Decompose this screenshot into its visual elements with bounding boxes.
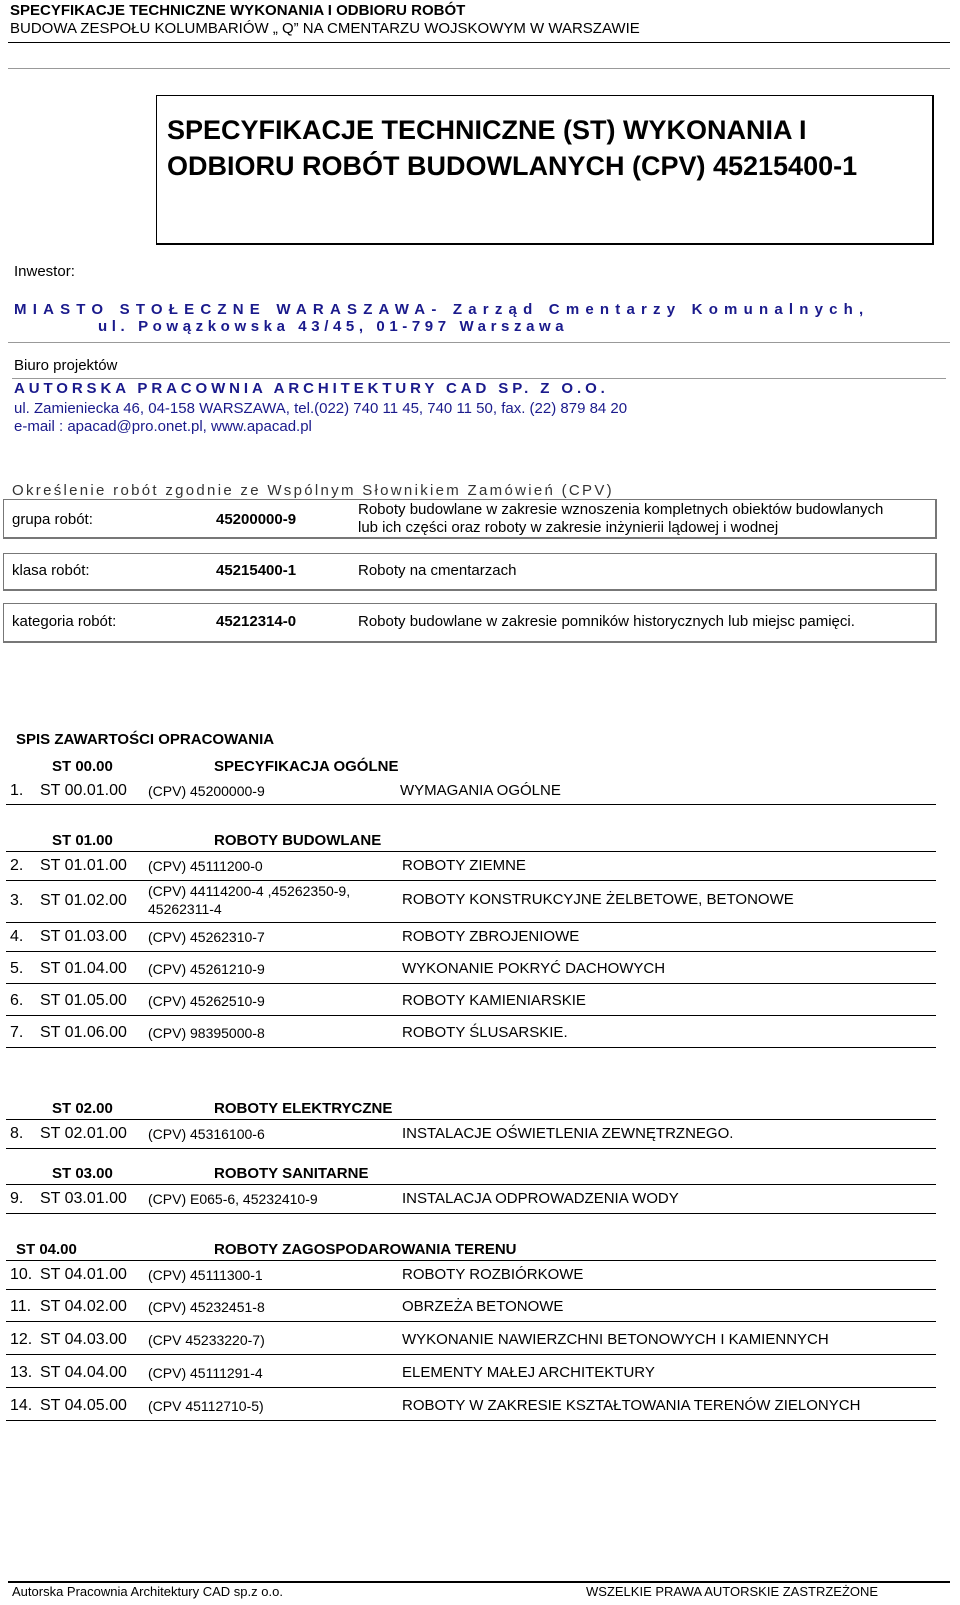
toc-row-number: 6.	[10, 992, 24, 1009]
toc-row-name: WYKONANIE NAWIERZCHNI BETONOWYCH I KAMIENNYCH	[402, 1331, 829, 1348]
section-name: ROBOTY BUDOWLANE	[214, 832, 382, 849]
designer-address: ul. Zamieniecka 46, 04-158 WARSZAWA, tel.(022) 740 11 45, 740 11 50, fax. (22) 879 84 20	[14, 400, 628, 417]
toc-row-cpv: (CPV) 45111300-1	[148, 1267, 263, 1283]
toc-row-name: ROBOTY W ZAKRESIE KSZTAŁTOWANIA TERENÓW ZIELONYCH	[402, 1397, 861, 1414]
toc-row-name: ROBOTY ZBROJENIOWE	[402, 928, 580, 945]
cpv-class-label: klasa robót:	[12, 562, 90, 579]
toc-row-name: WYKONANIE POKRYĆ DACHOWYCH	[402, 960, 666, 977]
investor-label: Inwestor:	[14, 263, 75, 280]
toc-row-number: 2.	[10, 857, 24, 874]
toc-row-number: 14.	[10, 1397, 33, 1414]
toc-row	[6, 1260, 936, 1290]
cpv-category-code: 45212314-0	[216, 613, 297, 630]
toc-row-cpv: (CPV) 98395000-8	[148, 1025, 265, 1041]
document-title-line-1: SPECYFIKACJE TECHNICZNE (ST) WYKONANIA I	[167, 115, 807, 145]
toc-row-number: 9.	[10, 1190, 24, 1207]
investor-name: MIASTO STOŁECZNE WARASZAWA- Zarząd Cmentarzy Komunalnych,	[14, 301, 870, 318]
toc-row-name: ROBOTY ROZBIÓRKOWE	[402, 1266, 584, 1283]
toc-row-cpv: (CPV 45233220-7)	[148, 1332, 265, 1348]
toc-row-code: ST 04.03.00	[40, 1331, 127, 1348]
header-divider	[8, 42, 950, 43]
toc-row-number: 8.	[10, 1125, 24, 1142]
toc-row-number: 4.	[10, 928, 24, 945]
toc-row-cpv: (CPV) 45232451-8	[148, 1299, 265, 1315]
cpv-category-box	[3, 603, 937, 643]
toc-row-cpv: (CPV) 44114200-4 ,45262350-9,	[148, 883, 351, 899]
toc-row-cpv: (CPV) 45316100-6	[148, 1126, 265, 1142]
footer-right: WSZELKIE PRAWA AUTORSKIE ZASTRZEŻONE	[586, 1584, 879, 1599]
toc-row-code: ST 00.01.00	[40, 782, 127, 799]
toc-row-number: 7.	[10, 1024, 24, 1041]
toc-row-name: ROBOTY ŚLUSARSKIE.	[402, 1024, 568, 1041]
section-code: ST 03.00	[52, 1165, 113, 1182]
cpv-category-desc: Roboty budowlane w zakresie pomników historycznych lub miejsc pamięci.	[358, 613, 855, 630]
toc-row-number: 11.	[10, 1298, 32, 1315]
toc-row-code: ST 02.01.00	[40, 1125, 127, 1142]
section-code: ST 01.00	[52, 832, 113, 849]
toc-row-code: ST 04.02.00	[40, 1298, 127, 1315]
toc-row-cpv: (CPV) 45200000-9	[148, 783, 265, 799]
toc-row-name: ROBOTY KONSTRUKCYJNE ŻELBETOWE, BETONOWE	[402, 891, 794, 908]
designer-contact: e-mail : apacad@pro.onet.pl, www.apacad.pl	[14, 418, 312, 435]
document-title-box	[156, 95, 934, 245]
toc-row	[6, 923, 936, 952]
toc-row	[6, 1019, 936, 1048]
cpv-class-box	[3, 553, 937, 591]
toc-row-cpv-continued: 45262311-4	[148, 901, 222, 917]
toc-row-number: 5.	[10, 960, 24, 977]
toc-row-code: ST 01.03.00	[40, 928, 127, 945]
footer-divider	[8, 1581, 950, 1583]
toc-row-number: 10.	[10, 1266, 33, 1283]
toc-row	[6, 1293, 936, 1322]
investor-divider	[8, 342, 950, 343]
toc-row-number: 13.	[10, 1364, 33, 1381]
toc-row-code: ST 04.04.00	[40, 1364, 127, 1381]
toc-row-code: ST 04.05.00	[40, 1397, 127, 1414]
toc-row	[6, 1359, 936, 1388]
header-divider-2	[8, 68, 950, 69]
running-header-subtitle: BUDOWA ZESPOŁU KOLUMBARIÓW „ Q” NA CMENTARZU WOJSKOWYM W WARSZAWIE	[10, 20, 640, 37]
toc-row-cpv: (CPV) E065-6, 45232410-9	[148, 1191, 318, 1207]
toc-row-number: 12.	[10, 1331, 33, 1348]
toc-row	[6, 880, 936, 923]
cpv-group-label: grupa robót:	[12, 511, 93, 528]
toc-row-cpv: (CPV) 45261210-9	[148, 961, 265, 977]
designer-firm: AUTORSKA PRACOWNIA ARCHITEKTURY CAD SP. Z O.O.	[14, 380, 609, 397]
toc-row-cpv: (CPV) 45262510-9	[148, 993, 265, 1009]
section-name: ROBOTY ELEKTRYCZNE	[214, 1100, 393, 1117]
section-name: SPECYFIKACJA OGÓLNE	[214, 758, 399, 775]
toc-row-name: WYMAGANIA OGÓLNE	[400, 782, 561, 799]
investor-address: ul. Powązkowska 43/45, 01-797 Warszawa	[98, 318, 569, 335]
toc-row-number: 3.	[10, 892, 24, 909]
cpv-group-desc-2: lub ich części oraz roboty w zakresie inżynierii lądowej i wodnej	[358, 519, 779, 536]
toc-row	[6, 987, 936, 1016]
toc-row	[6, 955, 936, 984]
toc-row	[6, 1184, 936, 1214]
cpv-group-box	[3, 499, 937, 539]
cpv-group-desc-1: Roboty budowlane w zakresie wznoszenia kompletnych obiektów budowlanych	[358, 501, 884, 518]
cpv-class-code: 45215400-1	[216, 562, 297, 579]
toc-row	[6, 778, 936, 805]
toc-row-code: ST 01.06.00	[40, 1024, 127, 1041]
cpv-category-label: kategoria robót:	[12, 613, 117, 630]
section-code: ST 02.00	[52, 1100, 113, 1117]
toc-row	[6, 1119, 936, 1149]
toc-row-code: ST 04.01.00	[40, 1266, 127, 1283]
section-name: ROBOTY ZAGOSPODAROWANIA TERENU	[214, 1241, 517, 1258]
document-title-line-2: ODBIORU ROBÓT BUDOWLANYCH (CPV) 45215400-1	[167, 151, 858, 181]
toc-row-code: ST 01.02.00	[40, 892, 127, 909]
toc-row-code: ST 03.01.00	[40, 1190, 127, 1207]
footer-left: Autorska Pracownia Architektury CAD sp.z o.o.	[12, 1584, 283, 1599]
toc-row-number: 1.	[10, 782, 24, 799]
toc-row-code: ST 01.05.00	[40, 992, 127, 1009]
toc-row	[6, 1392, 936, 1421]
toc-row-cpv: (CPV 45112710-5)	[148, 1398, 264, 1414]
toc-row-name: ROBOTY ZIEMNE	[402, 857, 526, 874]
toc-row-cpv: (CPV) 45111291-4	[148, 1365, 263, 1381]
toc-row-cpv: (CPV) 45262310-7	[148, 929, 265, 945]
toc-row-name: ROBOTY KAMIENIARSKIE	[402, 992, 586, 1009]
section-name: ROBOTY SANITARNE	[214, 1165, 369, 1182]
section-code: ST 04.00	[16, 1241, 77, 1258]
cpv-heading: Określenie robót zgodnie ze Wspólnym Słownikiem Zamówień (CPV)	[12, 482, 614, 499]
toc-row-name: INSTALACJE OŚWIETLENIA ZEWNĘTRZNEGO.	[402, 1125, 734, 1142]
toc-title: SPIS ZAWARTOŚCI OPRACOWANIA	[16, 731, 275, 748]
toc-row-code: ST 01.01.00	[40, 857, 127, 874]
toc-row	[6, 851, 936, 881]
cpv-group-code: 45200000-9	[216, 511, 297, 528]
running-header-title: SPECYFIKACJE TECHNICZNE WYKONANIA I ODBIORU ROBÓT	[10, 2, 466, 19]
toc-row-name: OBRZEŻA BETONOWE	[402, 1298, 564, 1315]
designer-label: Biuro projektów	[14, 357, 118, 374]
toc-row-name: ELEMENTY MAŁEJ ARCHITEKTURY	[402, 1364, 655, 1381]
toc-row	[6, 1326, 936, 1355]
designer-divider	[12, 378, 946, 379]
toc-row-cpv: (CPV) 45111200-0	[148, 858, 263, 874]
cpv-class-desc: Roboty na cmentarzach	[358, 562, 517, 579]
toc-row-name: INSTALACJA ODPROWADZENIA WODY	[402, 1190, 679, 1207]
section-code: ST 00.00	[52, 758, 113, 775]
toc-row-code: ST 01.04.00	[40, 960, 127, 977]
